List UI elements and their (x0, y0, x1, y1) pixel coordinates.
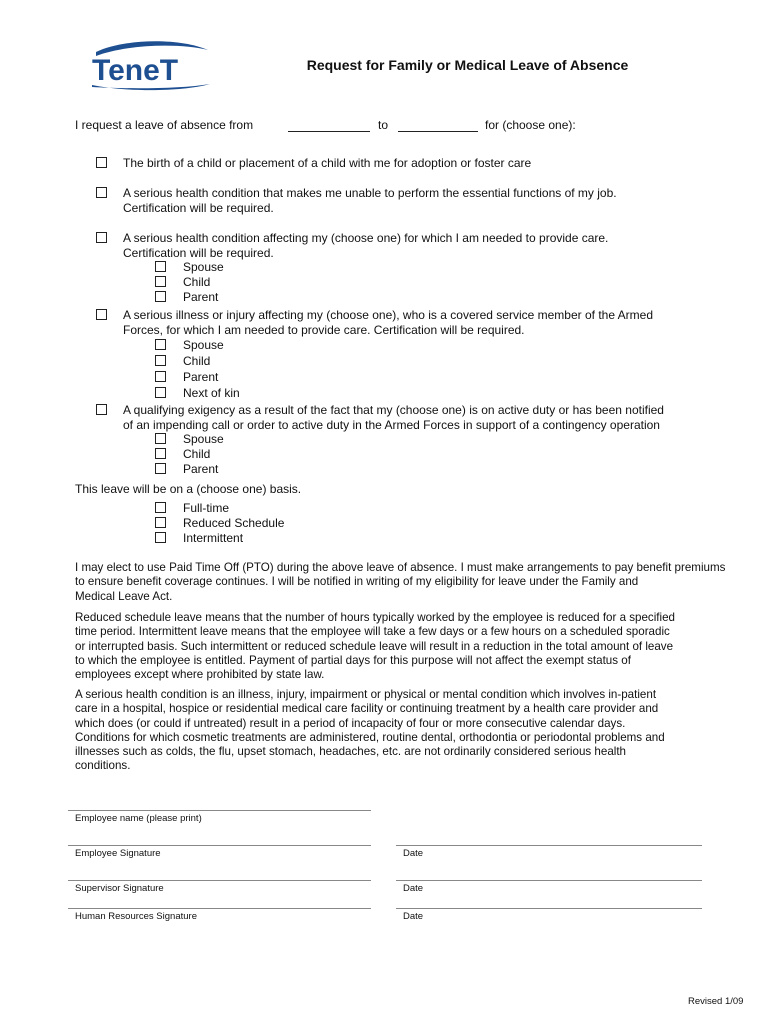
service-parent-checkbox[interactable] (155, 371, 166, 382)
option-label: Parent (183, 462, 219, 476)
paragraph-line: Conditions for which cosmetic treatments are administered, routine dental, orthodontia or periodontal problems and (75, 730, 665, 744)
paragraph-line: which does (or could if untreated) result in a period of incapacity of four or more consecutive calendar days. (75, 716, 626, 730)
pto-paragraph (75, 561, 755, 604)
paragraph-line: to ensure benefit coverage continues. I will be notified in writing of my eligibility for leave under the Family and (75, 575, 639, 589)
employee-signature-label: Employee Signature (75, 848, 161, 859)
reason-service-member-checkbox[interactable] (96, 309, 107, 320)
basis-intermittent-checkbox[interactable] (155, 532, 166, 543)
paragraph-line: time period. Intermittent leave means that the employee will take a few days or a few hours on a scheduled sporadic (75, 625, 670, 639)
family-health-parent-checkbox[interactable] (155, 291, 166, 302)
family-health-spouse-checkbox[interactable] (155, 261, 166, 272)
reason-family-health-line1: A serious health condition affecting my (choose one) for which I am needed to provide care. (123, 231, 609, 245)
form-title: Request for Family or Medical Leave of Absence (306, 57, 629, 73)
option-label: Child (183, 275, 211, 289)
service-next-of-kin-checkbox[interactable] (155, 387, 166, 398)
option-label: Spouse (183, 260, 224, 274)
family-health-child-checkbox[interactable] (155, 276, 166, 287)
option-label: Next of kin (183, 386, 240, 400)
serious-condition-paragraph (75, 688, 755, 774)
employee-name-line[interactable] (68, 810, 371, 811)
reason-exigency-line1: A qualifying exigency as a result of the fact that my (choose one) is on active duty or has been notified (123, 403, 664, 417)
date-line-1[interactable] (396, 845, 702, 846)
employee-name-label: Employee name (please print) (75, 813, 202, 824)
reason-own-health-line1: A serious health condition that makes me unable to perform the essential functions of my job. (123, 186, 617, 200)
paragraph-line: to which the employee is entitled. Payment of partial days for this purpose will not affect the exempt status of (75, 653, 631, 667)
supervisor-signature-line[interactable] (68, 880, 371, 881)
request-suffix: for (choose one): (485, 118, 576, 132)
reason-service-member-line2: Forces, for which I am needed to provide care. Certification will be required. (123, 323, 525, 337)
reason-exigency-checkbox[interactable] (96, 404, 107, 415)
hr-signature-line[interactable] (68, 908, 371, 909)
paragraph-line: employees except where prohibited by state law. (75, 668, 325, 682)
reason-own-health-checkbox[interactable] (96, 187, 107, 198)
end-date-field[interactable] (398, 131, 478, 132)
reason-birth-checkbox[interactable] (96, 157, 107, 168)
paragraph-line: or interrupted basis. Such intermittent or reduced schedule leave will result in a reduction in the total amount of leave (75, 639, 674, 653)
date-label-1: Date (403, 848, 424, 859)
request-to: to (378, 118, 389, 132)
service-child-checkbox[interactable] (155, 355, 166, 366)
paragraph-line: Reduced schedule leave means that the number of hours typically worked by the employee is reduced for a specified (75, 611, 675, 624)
option-label: Parent (183, 370, 219, 384)
hr-signature-label: Human Resources Signature (75, 911, 197, 922)
option-label: Child (183, 354, 211, 368)
option-label: Parent (183, 290, 219, 304)
option-label: Full-time (183, 501, 230, 515)
paragraph-line: Medical Leave Act. (75, 589, 173, 603)
request-prefix: I request a leave of absence from (75, 118, 254, 132)
reduced-schedule-paragraph (75, 611, 755, 682)
option-label: Spouse (183, 338, 224, 352)
reason-family-health-line2: Certification will be required. (123, 246, 274, 260)
option-label: Reduced Schedule (183, 516, 285, 530)
supervisor-signature-label: Supervisor Signature (75, 883, 164, 894)
paragraph-line: I may elect to use Paid Time Off (PTO) during the above leave of absence. I must make arrangements to pay benefit premiums (75, 561, 726, 574)
basis-label: This leave will be on a (choose one) basis. (75, 482, 302, 496)
paragraph-line: illnesses such as colds, the flu, upset stomach, headaches, etc. are not ordinarily considered serious health (75, 745, 627, 759)
exigency-parent-checkbox[interactable] (155, 463, 166, 474)
revised-footer: Revised 1/09 (688, 996, 744, 1007)
reason-birth-text: The birth of a child or placement of a child with me for adoption or foster care (123, 156, 532, 170)
start-date-field[interactable] (288, 131, 370, 132)
option-label: Intermittent (183, 531, 244, 545)
exigency-spouse-checkbox[interactable] (155, 433, 166, 444)
paragraph-line: A serious health condition is an illness, injury, impairment or physical or mental condition which involves in-patient (75, 688, 657, 701)
reason-family-health-checkbox[interactable] (96, 232, 107, 243)
svg-text:TeneT: TeneT (92, 54, 179, 87)
option-label: Spouse (183, 432, 224, 446)
basis-full-time-checkbox[interactable] (155, 502, 166, 513)
service-spouse-checkbox[interactable] (155, 339, 166, 350)
date-label-2: Date (403, 883, 424, 894)
date-line-2[interactable] (396, 880, 702, 881)
basis-reduced-checkbox[interactable] (155, 517, 166, 528)
paragraph-line: conditions. (75, 759, 131, 773)
exigency-child-checkbox[interactable] (155, 448, 166, 459)
reason-exigency-line2: of an impending call or order to active duty in the Armed Forces in support of a contingency operation (123, 418, 660, 432)
option-label: Child (183, 447, 211, 461)
reason-own-health-line2: Certification will be required. (123, 201, 274, 215)
tenet-logo (86, 38, 214, 94)
employee-signature-line[interactable] (68, 845, 371, 846)
date-label-3: Date (403, 911, 424, 922)
reason-service-member-line1: A serious illness or injury affecting my (choose one), who is a covered service member of the Armed (123, 308, 654, 322)
paragraph-line: care in a hospital, hospice or residential medical care facility or continuing treatment by a health care provider and (75, 702, 659, 716)
date-line-3[interactable] (396, 908, 702, 909)
